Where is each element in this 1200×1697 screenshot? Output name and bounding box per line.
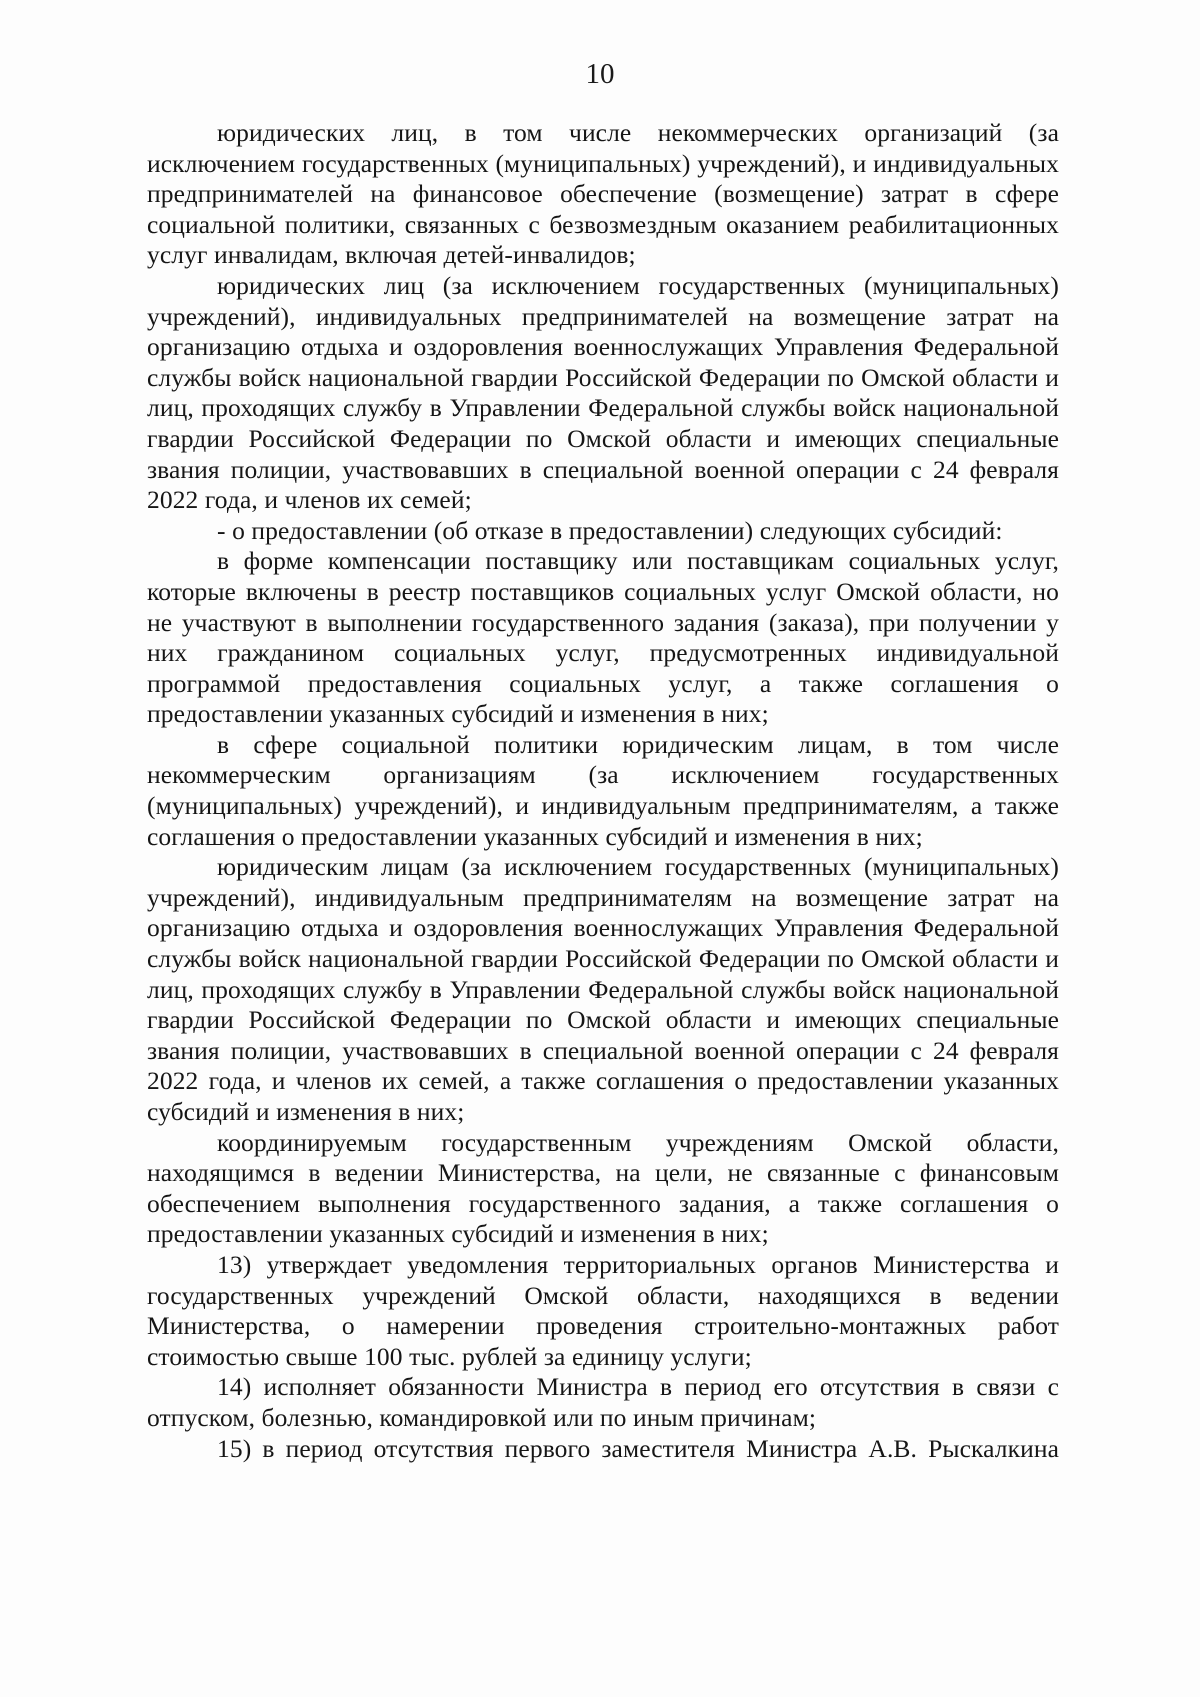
page-number: 10 — [585, 58, 615, 90]
paragraph-compensation-providers: в форме компенсации поставщику или поставщикам социальных услуг, которые включены в реестр поставщиков социальных услуг Омской области, но не участвуют в выполнении государственного задания (заказа), при получении у них гражданином социальных услуг, предусмотренных индивидуальной программой предоставления социальных услуг, а также соглашения о предоставлении указанных субсидий и изменения в них; — [147, 546, 1059, 729]
paragraph-legal-entities-rehabilitation: юридических лиц, в том числе некоммерческих организаций (за исключением государственных (муниципальных) учреждений), и индивидуальных предпринимателей на финансовое обеспечение (возмещение) затрат в сфере социальной политики, связанных с безвозмездным оказанием реабилитационных услуг инвалидам, включая детей-инвалидов; — [147, 118, 1059, 270]
paragraph-subsidies-intro: - о предоставлении (об отказе в предоставлении) следующих субсидий: — [217, 515, 1003, 545]
paragraph-item-15: 15) в период отсутствия первого заместителя Министра А.В. Рыскалкина — [217, 1433, 1059, 1463]
paragraph-item-13: 13) утверждает уведомления территориальных органов Министерства и государственных учреждений Омской области, находящихся в ведении Министерства, о намерении проведения строительно-монтажных работ стоимостью свыше 100 тыс. рублей за единицу услуги; — [147, 1249, 1059, 1371]
paragraph-social-policy-subsidies: в сфере социальной политики юридическим лицам, в том числе некоммерческим организациям (за исключением государственных (муниципальных) учреждений), и индивидуальным предпринимателям, а также соглашения о предоставлении указанных субсидий и изменения в них; — [147, 729, 1059, 851]
paragraph-legal-entities-rosgvardia: юридических лиц (за исключением государственных (муниципальных) учреждений), индивидуальных предпринимателей на возмещение затрат на организацию отдыха и оздоровления военнослужащих Управления Федеральной службы войск национальной гвардии Российской Федерации по Омской области и лиц, проходящих службу в Управлении Федеральной службы войск национальной гвардии Российской Федерации по Омской области и имеющих специальные звания полиции, участвовавших в специальной военной операции с 24 февраля 2022 года, и членов их семей; — [147, 270, 1059, 515]
paragraph-coordinated-institutions: координируемым государственным учреждениям Омской области, находящимся в ведении Министерства, на цели, не связанные с финансовым обеспечением выполнения государственного задания, а также соглашения о предоставлении указанных субсидий и изменения в них; — [147, 1127, 1059, 1249]
document-body — [147, 118, 1059, 1464]
paragraph-item-14: 14) исполняет обязанности Министра в период его отсутствия в связи с отпуском, болезнью, командировкой или по иным причинам; — [147, 1372, 1059, 1432]
paragraph-rosgvardia-subsidies: юридическим лицам (за исключением государственных (муниципальных) учреждений), индивидуальным предпринимателям на возмещение затрат на организацию отдыха и оздоровления военнослужащих Управления Федеральной службы войск национальной гвардии Российской Федерации по Омской области и лиц, проходящих службу в Управлении Федеральной службы войск национальной гвардии Российской Федерации по Омской области и имеющих специальные звания полиции, участвовавших в специальной военной операции с 24 февраля 2022 года, и членов их семей, а также соглашения о предоставлении указанных субсидий и изменения в них; — [147, 852, 1059, 1126]
